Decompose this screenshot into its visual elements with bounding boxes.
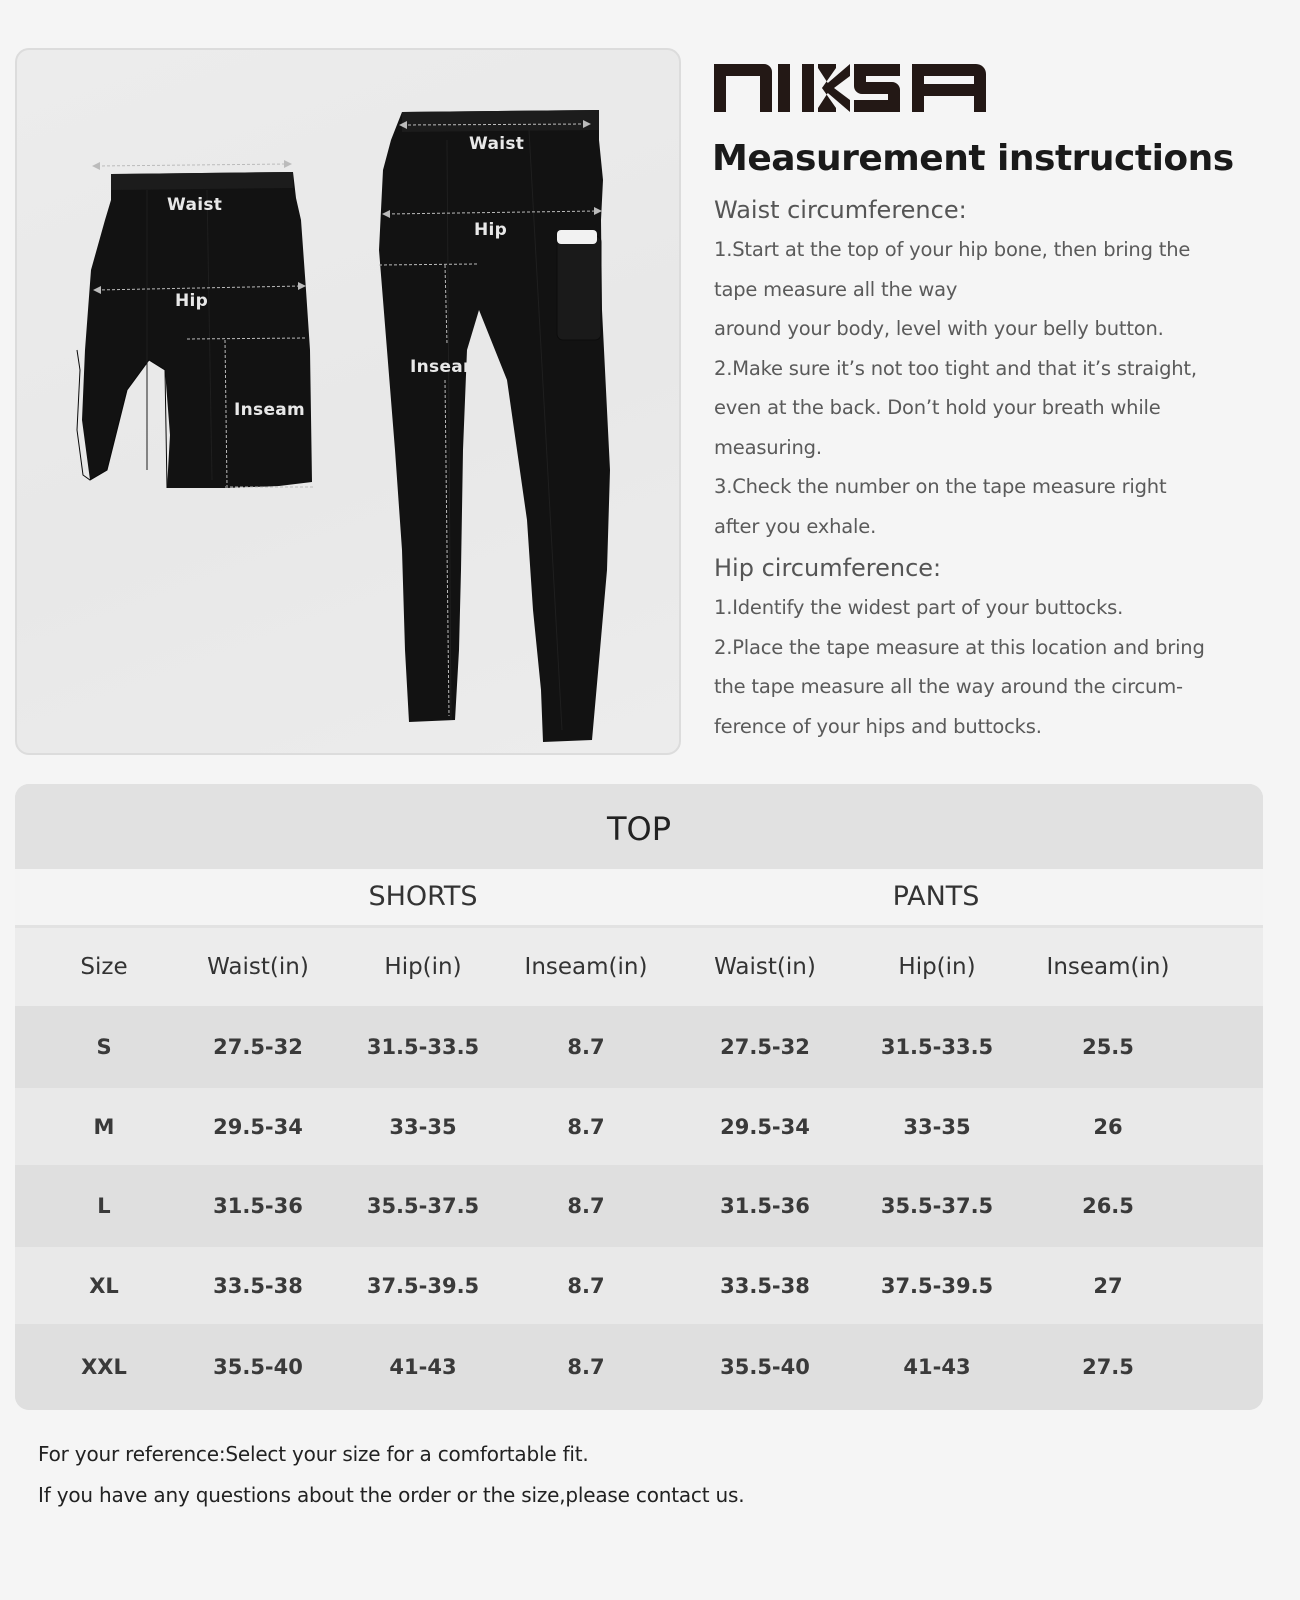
cell-shorts-hip: 31.5-33.5 [366,1035,480,1059]
header-shorts-inseam: Inseam(in) [524,954,648,980]
measurement-instructions [714,190,1254,746]
waist-instruction-line: even at the back. Don’t hold your breath while [714,396,1161,419]
niksa-logo [714,64,986,112]
cell-pants-hip: 31.5-33.5 [880,1035,994,1059]
table-header-row [15,928,1263,1006]
pants-hip-label: Hip [474,220,508,240]
cell-shorts-waist: 27.5-32 [213,1035,303,1059]
cell-pants-hip: 33-35 [903,1114,971,1139]
cell-pants-hip: 37.5-39.5 [880,1273,994,1298]
table-row [15,1324,1263,1410]
waist-instruction-line: tape measure all the way [714,277,958,301]
cell-shorts-inseam: 8.7 [567,1114,605,1139]
table-row [15,1006,1263,1088]
pants-inseam-label: Inseam [410,357,482,377]
cell-pants-waist: 35.5-40 [720,1355,810,1379]
waist-instruction-line: measuring. [714,435,822,459]
header-shorts-hip: Hip(in) [384,954,462,980]
garment-illustration [17,50,681,755]
table-row [15,1247,1263,1324]
cell-shorts-waist: 31.5-36 [213,1194,303,1218]
product-photo-panel [15,48,681,755]
group-shorts: SHORTS [368,881,478,912]
shorts-hip-label: Hip [175,291,209,311]
cell-size: XL [89,1273,119,1298]
hip-instruction-line: the tape measure all the way around the circum- [714,675,1183,698]
cell-shorts-inseam: 8.7 [567,1035,605,1059]
cell-pants-waist: 27.5-32 [720,1035,810,1059]
table-row [15,1088,1263,1165]
waist-instruction-line: after you exhale. [714,514,877,538]
waist-instruction-line: around your body, level with your belly button. [714,317,1164,340]
waist-instruction-line: 3.Check the number on the tape measure right [714,475,1167,498]
hip-instruction-line: 1.Identify the widest part of your buttocks. [714,596,1124,619]
cell-pants-inseam: 27 [1093,1273,1123,1298]
cell-pants-hip: 41-43 [903,1355,971,1379]
cell-shorts-hip: 35.5-37.5 [366,1194,480,1218]
waist-instruction-line: 2.Make sure it’s not too tight and that it’s straight, [714,356,1197,380]
cell-pants-inseam: 26 [1093,1114,1123,1139]
cell-shorts-hip: 33-35 [389,1114,457,1139]
hip-instruction-line: 2.Place the tape measure at this location and bring [714,635,1205,659]
group-pants: PANTS [892,881,980,912]
cell-pants-inseam: 25.5 [1082,1035,1134,1059]
cell-pants-inseam: 27.5 [1082,1355,1134,1379]
footer-reference-note: For your reference:Select your size for a comfortable fit. [38,1442,589,1466]
table-group-row [15,869,1263,928]
shorts-inseam-label: Inseam [234,400,306,420]
cell-pants-inseam: 26.5 [1082,1194,1134,1218]
table-row [15,1165,1263,1247]
cell-pants-hip: 35.5-37.5 [880,1194,994,1218]
cell-shorts-waist: 33.5-38 [213,1273,303,1298]
cell-pants-waist: 33.5-38 [720,1273,810,1298]
cell-shorts-waist: 35.5-40 [213,1355,303,1379]
page-title: Measurement instructions [712,138,1234,179]
footer-notes [38,1434,744,1516]
cell-size: XXL [81,1355,127,1379]
hip-instruction-line: ference of your hips and buttocks. [714,714,1042,738]
waist-instruction-line: 1.Start at the top of your hip bone, then bring the [714,238,1191,261]
cell-shorts-waist: 29.5-34 [213,1114,303,1139]
cell-pants-waist: 31.5-36 [720,1194,810,1218]
cell-shorts-inseam: 8.7 [567,1355,605,1379]
table-title: TOP [606,810,672,848]
cell-size: M [93,1114,115,1139]
footer-contact-note: If you have any questions about the order or the size,please contact us. [38,1483,745,1507]
cell-shorts-inseam: 8.7 [567,1273,605,1298]
header-pants-hip: Hip(in) [898,954,976,980]
header-size: Size [80,954,128,980]
pants-illustration [379,110,610,742]
pants-waist-label: Waist [469,134,525,154]
cell-shorts-inseam: 8.7 [567,1194,605,1218]
header-pants-waist: Waist(in) [714,954,816,980]
table-title-row [15,784,1263,869]
header-pants-inseam: Inseam(in) [1046,954,1170,980]
cell-shorts-hip: 37.5-39.5 [366,1273,480,1298]
waist-heading: Waist circumference: [714,196,967,224]
cell-pants-waist: 29.5-34 [720,1114,810,1139]
cell-shorts-hip: 41-43 [389,1355,457,1379]
header-shorts-waist: Waist(in) [207,954,309,980]
size-chart-table [15,784,1263,1410]
cell-size: S [96,1035,112,1059]
hip-heading: Hip circumference: [714,554,942,582]
cell-size: L [97,1194,111,1218]
shorts-waist-label: Waist [167,195,223,215]
